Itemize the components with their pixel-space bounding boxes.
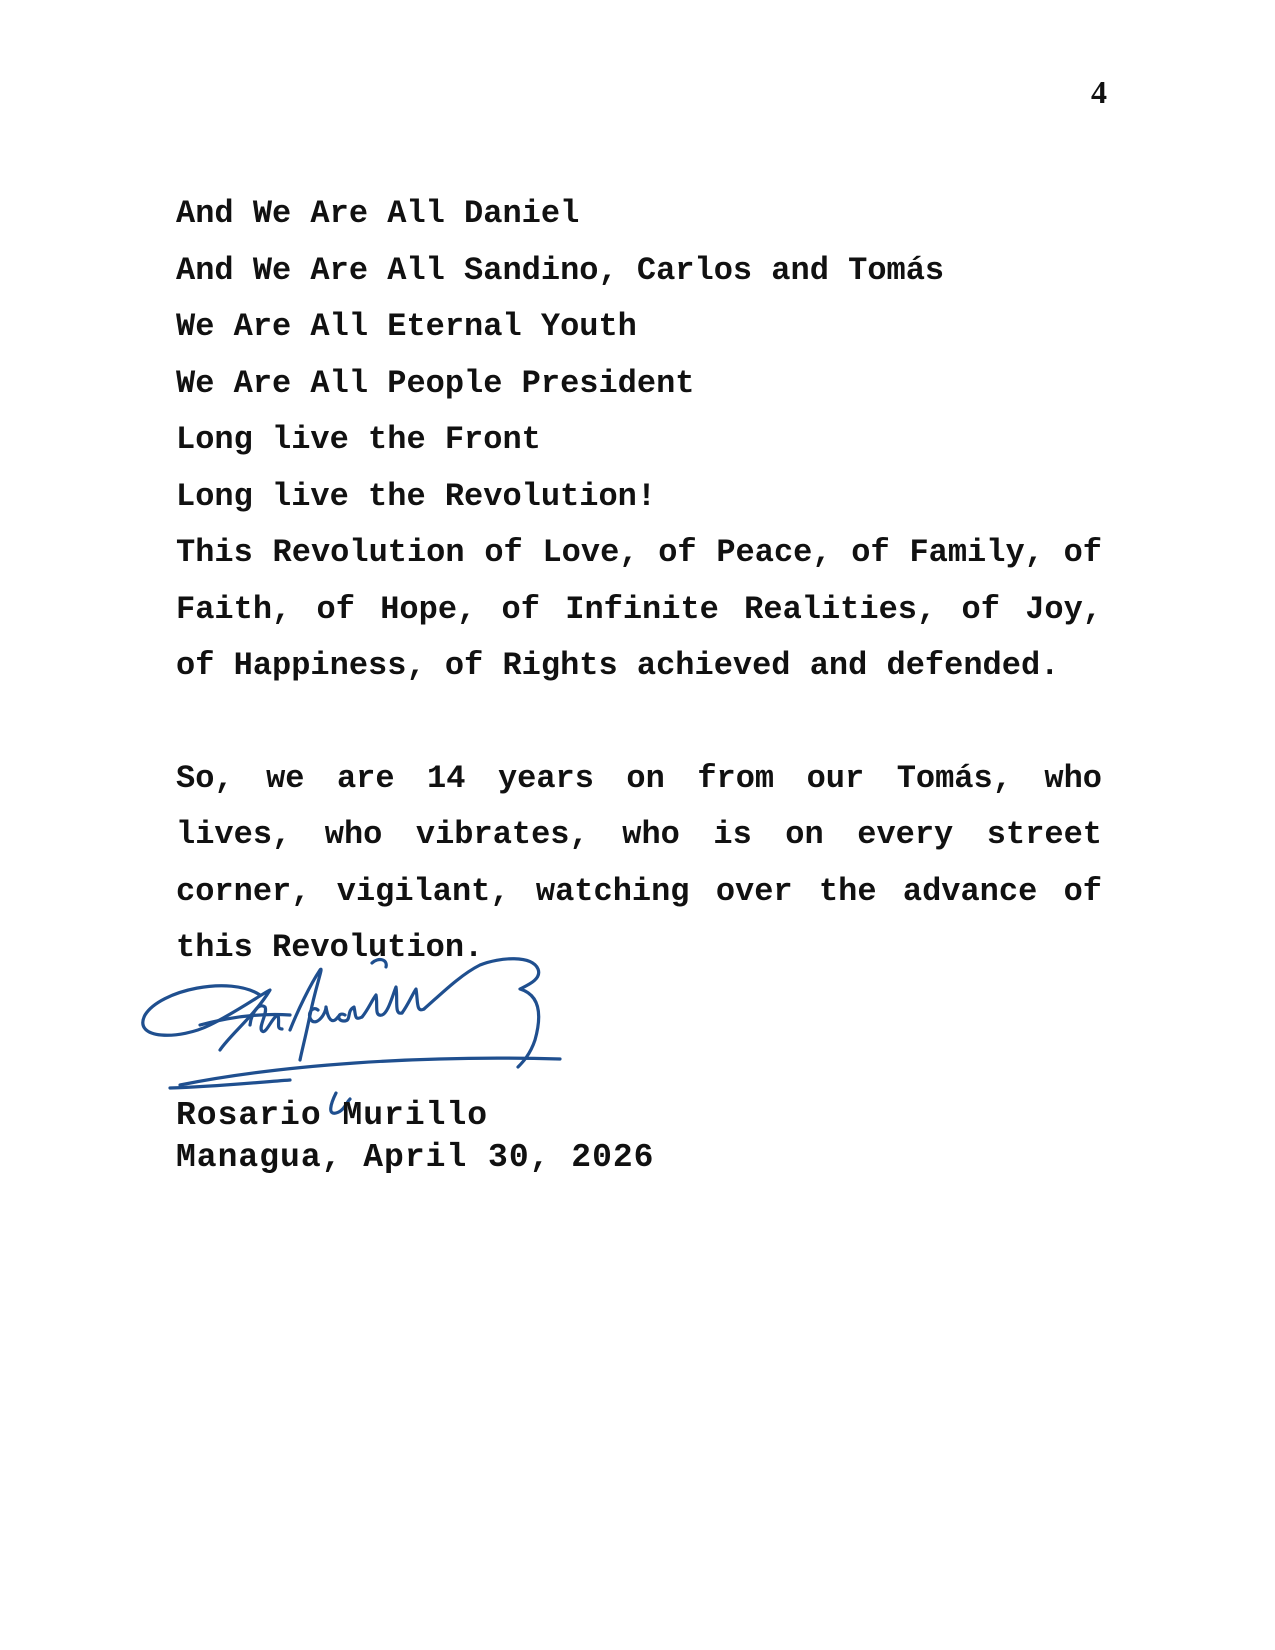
- text-line: And We Are All Sandino, Carlos and Tomás: [176, 251, 945, 289]
- text-line: Long live the Front: [176, 421, 541, 458]
- text-line: We Are All Eternal Youth: [176, 308, 637, 345]
- signature-block: [176, 1095, 654, 1179]
- page-number: 4: [1091, 74, 1107, 110]
- letter-body: [176, 186, 1102, 977]
- paragraph-revolution: This Revolution of Love, of Peace, of Family, of Faith, of Hope, of Infinite Realities, of Joy, of Happiness, of Rights achieved and defended.: [176, 534, 1102, 684]
- text-line: We Are All People President: [176, 364, 695, 402]
- place-and-date: Managua, April 30, 2026: [176, 1139, 655, 1176]
- paragraph-tomas: So, we are 14 years on from our Tomás, who lives, who vibrates, who is on every street corner, vigilant, watching over the advance of this Revolution.: [176, 759, 1102, 966]
- text-line: And We Are All Daniel: [176, 195, 580, 232]
- text-line: Long live the Revolution!: [176, 477, 657, 515]
- signatory-name: Rosario Murillo: [176, 1097, 489, 1134]
